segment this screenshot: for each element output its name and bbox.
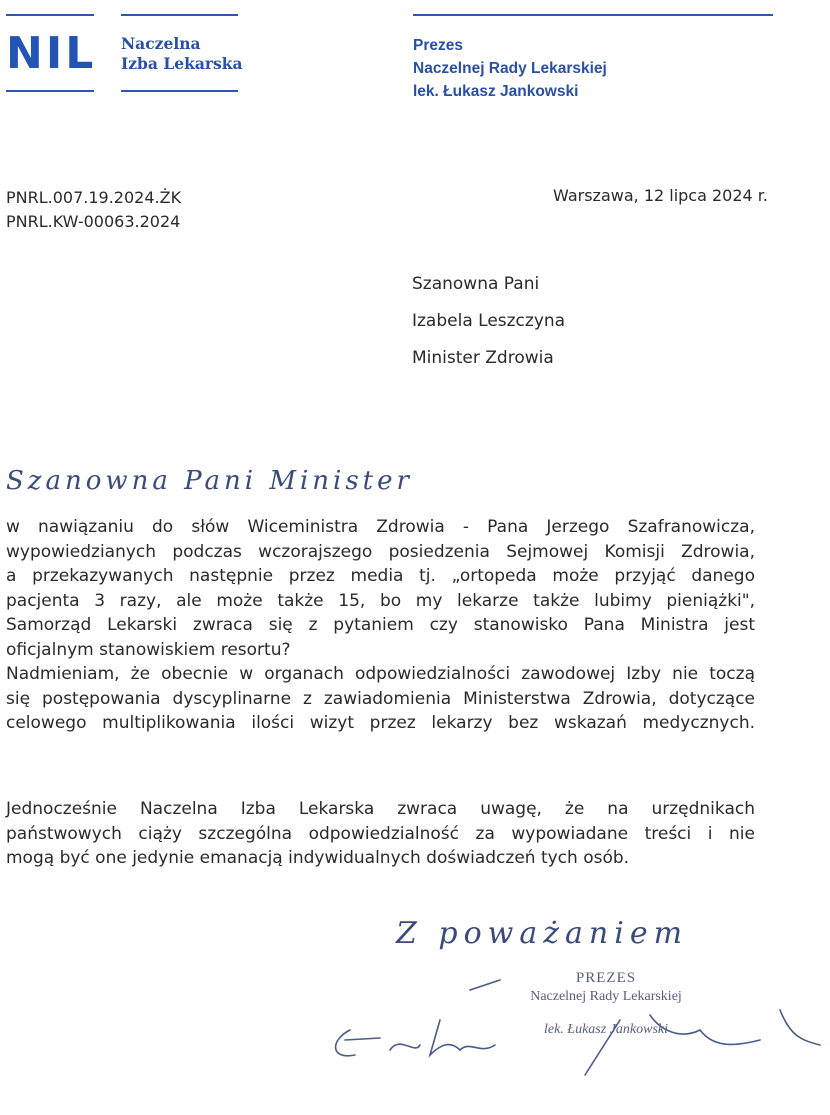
paragraph2-line: państwowych ciąży szczególna odpowiedzialność za wypowiadane treści i nie: [6, 823, 755, 844]
body-paragraph-2: [6, 797, 755, 871]
paragraph1-line: się postępowania dyscyplinarne z zawiadomienia Ministerstwa Zdrowia, dotyczące: [6, 688, 755, 709]
stamp-organization: Naczelnej Rady Lekarskiej: [530, 989, 682, 1004]
header-rule-logo-top: [6, 14, 94, 16]
handwritten-closing: Z poważaniem: [396, 916, 689, 951]
paragraph1-line: wypowiedzianych podczas wczorajszego posiedzenia Sejmowej Komisji Zdrowia,: [6, 541, 755, 562]
paragraph1-line: w nawiązaniu do słów Wiceministra Zdrowia - Pana Jerzego Szafranowicza,: [6, 517, 755, 537]
paragraph2-line: Jednocześnie Naczelna Izba Lekarska zwraca uwagę, że na urzędnikach: [6, 799, 755, 819]
reference-number-1: PNRL.007.19.2024.ŻK: [6, 188, 182, 207]
stamp-person: lek. Łukasz Jankowski: [543, 1022, 669, 1037]
addressee-line1: Szanowna Pani: [412, 274, 540, 294]
paragraph1-line: Nadmieniam, że obecnie w organach odpowiedzialności zawodowej Izby nie toczą: [6, 664, 755, 684]
letter-date: Warszawa, 12 lipca 2024 r.: [553, 186, 768, 205]
handwritten-salutation: Szanowna Pani Minister: [6, 466, 413, 496]
paragraph1-line: oficjalnym stanowiskiem resortu?: [6, 639, 291, 660]
paragraph1-line: pacjenta 3 razy, ale może także 15, bo my lekarze także lubimy pieniążki",: [6, 590, 755, 611]
paragraph2-line: mogą być one jedynie emanacją indywidualnych doświadczeń tych osób.: [6, 848, 630, 868]
addressee-block: [412, 266, 565, 377]
president-council: Naczelnej Rady Lekarskiej: [413, 60, 607, 77]
organization-name-line1: Naczelna: [121, 34, 201, 53]
header-rule-org-top: [121, 14, 238, 16]
body-paragraph-1: [6, 515, 755, 736]
header-rule-logo-bottom: [6, 90, 94, 92]
addressee-line2: Izabela Leszczyna: [412, 311, 566, 331]
header-rule-president: [413, 14, 773, 16]
organization-name: [121, 34, 243, 74]
addressee-line3: Minister Zdrowia: [412, 348, 554, 368]
reference-numbers: [6, 186, 181, 234]
president-name: lek. Łukasz Jankowski: [413, 83, 579, 100]
stamp-title: PREZES: [575, 970, 637, 986]
header-rule-org-bottom: [121, 90, 238, 92]
president-header: [413, 34, 607, 103]
president-stamp: [506, 968, 706, 1040]
paragraph1-line: celowego multiplikowania ilości wizyt przez lekarzy bez wskazań medycznych.: [6, 713, 755, 733]
paragraph1-line: a przekazywanych następnie przez media tj. „ortopeda może przyjąć danego: [6, 566, 755, 586]
organization-name-line2: Izba Lekarska: [121, 54, 243, 73]
president-title: Prezes: [413, 37, 463, 54]
nil-logo: NIL: [6, 28, 97, 79]
paragraph1-line: Samorząd Lekarski zwraca się z pytaniem czy stanowisko Pana Ministra jest: [6, 615, 755, 635]
reference-number-2: PNRL.KW-00063.2024: [6, 212, 181, 231]
